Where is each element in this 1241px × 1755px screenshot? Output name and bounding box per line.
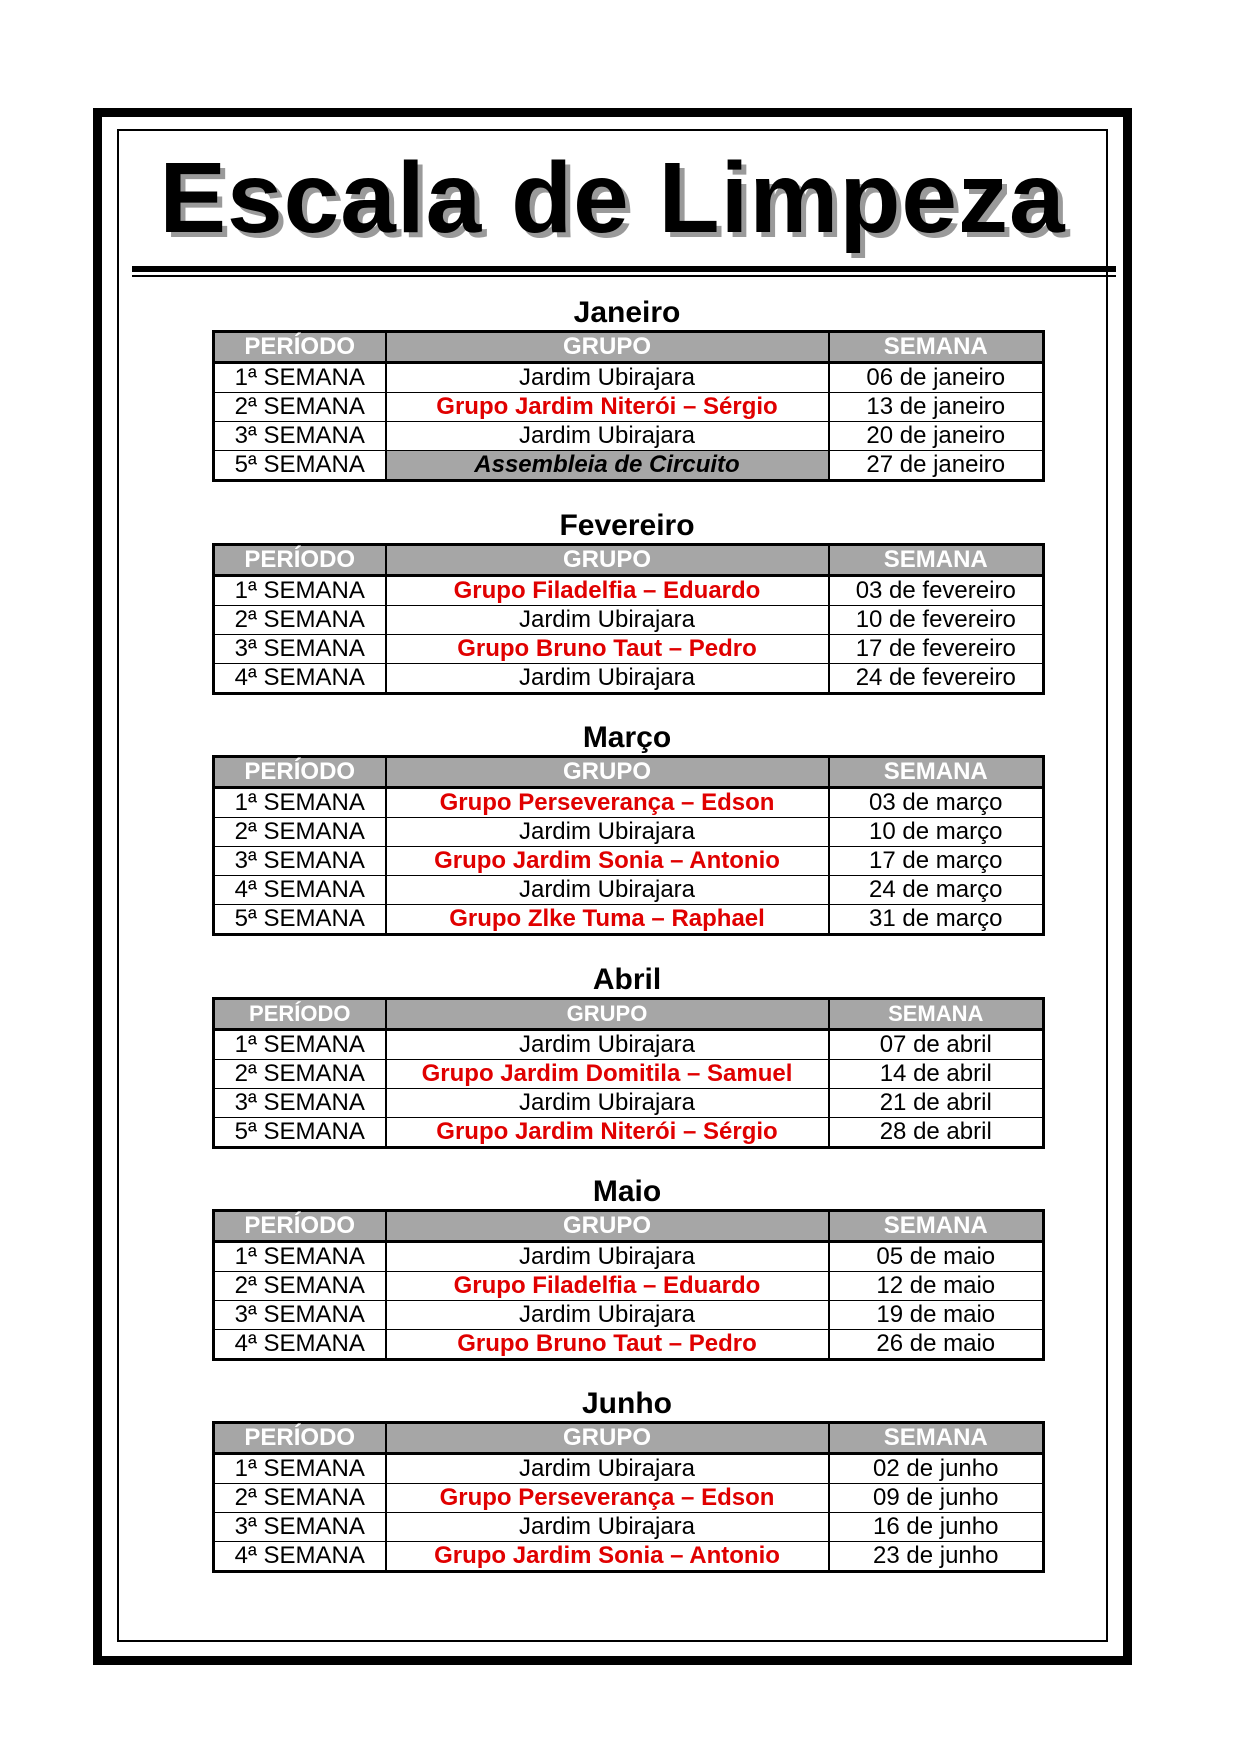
header-periodo: PERÍODO [214,1423,386,1454]
cell-periodo: 3ª SEMANA [214,635,386,664]
cell-grupo: Grupo Jardim Niterói – Sérgio [386,1118,829,1148]
cell-semana: 31 de março [829,905,1044,935]
table-row [214,1484,1044,1513]
schedule-table [212,543,1045,695]
cell-semana: 20 de janeiro [829,422,1044,451]
cell-periodo: 4ª SEMANA [214,1330,386,1360]
month-title: Maio [592,1175,662,1208]
header-grupo: GRUPO [386,1423,829,1454]
cell-semana: 05 de maio [829,1242,1044,1272]
month-section [212,1175,1042,1361]
cell-semana: 24 de fevereiro [829,664,1044,694]
cell-grupo: Jardim Ubirajara [386,1301,829,1330]
table-row [214,1118,1044,1148]
cell-grupo: Jardim Ubirajara [386,818,829,847]
cell-periodo: 4ª SEMANA [214,1542,386,1572]
cell-periodo: 4ª SEMANA [214,876,386,905]
cell-grupo: Grupo Jardim Domitila – Samuel [386,1060,829,1089]
table-row [214,1454,1044,1484]
header-periodo: PERÍODO [214,332,386,363]
header-grupo: GRUPO [386,999,829,1030]
header-grupo: GRUPO [386,332,829,363]
table-row [214,393,1044,422]
table-row [214,576,1044,606]
cell-semana: 03 de março [829,788,1044,818]
header-periodo: PERÍODO [214,1211,386,1242]
header-grupo: GRUPO [386,1211,829,1242]
cell-grupo: Grupo Jardim Sonia – Antonio [386,1542,829,1572]
schedule-table [212,997,1045,1149]
title-rule-thick [132,266,1116,272]
cell-semana: 13 de janeiro [829,393,1044,422]
table-row [214,606,1044,635]
table-row [214,1513,1044,1542]
table-row [214,635,1044,664]
month-title: Fevereiro [559,509,695,542]
month-section [212,963,1042,1149]
cell-semana: 17 de fevereiro [829,635,1044,664]
header-semana: SEMANA [829,1211,1044,1242]
table-row [214,847,1044,876]
table-row [214,1330,1044,1360]
cell-semana: 21 de abril [829,1089,1044,1118]
cell-semana: 24 de março [829,876,1044,905]
cell-semana: 03 de fevereiro [829,576,1044,606]
cell-periodo: 3ª SEMANA [214,1301,386,1330]
cell-grupo: Jardim Ubirajara [386,422,829,451]
cell-periodo: 5ª SEMANA [214,451,386,481]
cell-periodo: 1ª SEMANA [234,789,365,816]
cell-periodo: 2ª SEMANA [214,818,386,847]
header-semana: SEMANA [829,545,1044,576]
table-row [214,818,1044,847]
schedule-table [212,755,1045,936]
month-section [212,1387,1042,1573]
cell-periodo: 1ª SEMANA [234,577,365,604]
cell-semana: 28 de abril [829,1118,1044,1148]
table-row [214,422,1044,451]
cell-grupo: Jardim Ubirajara [386,1454,829,1484]
cell-semana: 09 de junho [829,1484,1044,1513]
cell-semana: 16 de junho [829,1513,1044,1542]
cell-periodo: 1ª SEMANA [234,1031,365,1058]
month-title: Abril [592,963,662,996]
cell-grupo: Grupo Filadelfia – Eduardo [386,576,829,606]
cell-grupo: Grupo Jardim Niterói – Sérgio [386,393,829,422]
header-semana: SEMANA [829,757,1044,788]
table-row [214,876,1044,905]
cell-periodo: 4ª SEMANA [214,664,386,694]
table-row [214,451,1044,481]
cell-grupo: Grupo Jardim Sonia – Antonio [386,847,829,876]
cell-semana: 06 de janeiro [829,363,1044,393]
cell-grupo: Jardim Ubirajara [386,876,829,905]
table-row [214,1301,1044,1330]
table-row [214,1242,1044,1272]
cell-grupo: Jardim Ubirajara [386,1089,829,1118]
cell-grupo: Grupo Perseverança – Edson [386,788,829,818]
cell-semana: 02 de junho [829,1454,1044,1484]
cell-grupo: Grupo Bruno Taut – Pedro [386,635,829,664]
cell-periodo: 2ª SEMANA [214,393,386,422]
header-periodo: PERÍODO [214,999,386,1030]
cell-grupo: Jardim Ubirajara [386,1513,829,1542]
cell-periodo: 5ª SEMANA [214,1118,386,1148]
table-row [214,1272,1044,1301]
cell-semana: 12 de maio [829,1272,1044,1301]
cell-periodo: 3ª SEMANA [214,422,386,451]
cell-semana: 19 de maio [829,1301,1044,1330]
cell-grupo: Jardim Ubirajara [386,606,829,635]
cell-periodo: 3ª SEMANA [214,1513,386,1542]
cell-grupo: Jardim Ubirajara [386,1242,829,1272]
month-section [212,296,1042,482]
table-row [214,363,1044,393]
header-grupo: GRUPO [386,545,829,576]
table-row [214,1030,1044,1060]
cell-grupo: Jardim Ubirajara [386,363,829,393]
cell-semana: 17 de março [829,847,1044,876]
month-section [212,721,1042,936]
cell-grupo: Grupo Zlke Tuma – Raphael [386,905,829,935]
cell-grupo: Jardim Ubirajara [386,1030,829,1060]
month-section [212,509,1042,695]
cell-grupo: Jardim Ubirajara [386,664,829,694]
cell-grupo: Grupo Filadelfia – Eduardo [386,1272,829,1301]
header-periodo: PERÍODO [214,757,386,788]
cell-semana: 10 de fevereiro [829,606,1044,635]
header-grupo: GRUPO [386,757,829,788]
cell-periodo: 2ª SEMANA [214,1484,386,1513]
month-title: Março [582,721,672,754]
cell-periodo: 1ª SEMANA [234,1243,365,1270]
table-row [214,664,1044,694]
page-title: Escala de Limpeza [159,142,1066,254]
table-row [214,905,1044,935]
cell-grupo: Grupo Perseverança – Edson [386,1484,829,1513]
cell-semana: 07 de abril [829,1030,1044,1060]
cell-periodo: 5ª SEMANA [214,905,386,935]
header-semana: SEMANA [829,999,1044,1030]
schedule-table [212,1421,1045,1573]
month-title: Janeiro [573,296,681,329]
table-row [214,788,1044,818]
cell-grupo: Assembleia de Circuito [386,451,829,481]
header-semana: SEMANA [829,1423,1044,1454]
cell-periodo: 1ª SEMANA [234,364,365,391]
cell-semana: 26 de maio [829,1330,1044,1360]
cell-semana: 10 de março [829,818,1044,847]
cell-semana: 27 de janeiro [829,451,1044,481]
cell-semana: 23 de junho [829,1542,1044,1572]
cell-periodo: 3ª SEMANA [214,847,386,876]
cell-periodo: 2ª SEMANA [214,606,386,635]
schedule-table [212,1209,1045,1361]
cell-periodo: 3ª SEMANA [214,1089,386,1118]
cell-periodo: 2ª SEMANA [214,1272,386,1301]
header-periodo: PERÍODO [214,545,386,576]
cell-periodo: 1ª SEMANA [234,1455,365,1482]
table-row [214,1089,1044,1118]
title-rule-thin [132,275,1116,277]
header-semana: SEMANA [829,332,1044,363]
cell-grupo: Grupo Bruno Taut – Pedro [386,1330,829,1360]
table-row [214,1060,1044,1089]
month-title: Junho [582,1387,672,1420]
cell-periodo: 2ª SEMANA [214,1060,386,1089]
schedule-table [212,330,1045,482]
cell-semana: 14 de abril [829,1060,1044,1089]
table-row [214,1542,1044,1572]
